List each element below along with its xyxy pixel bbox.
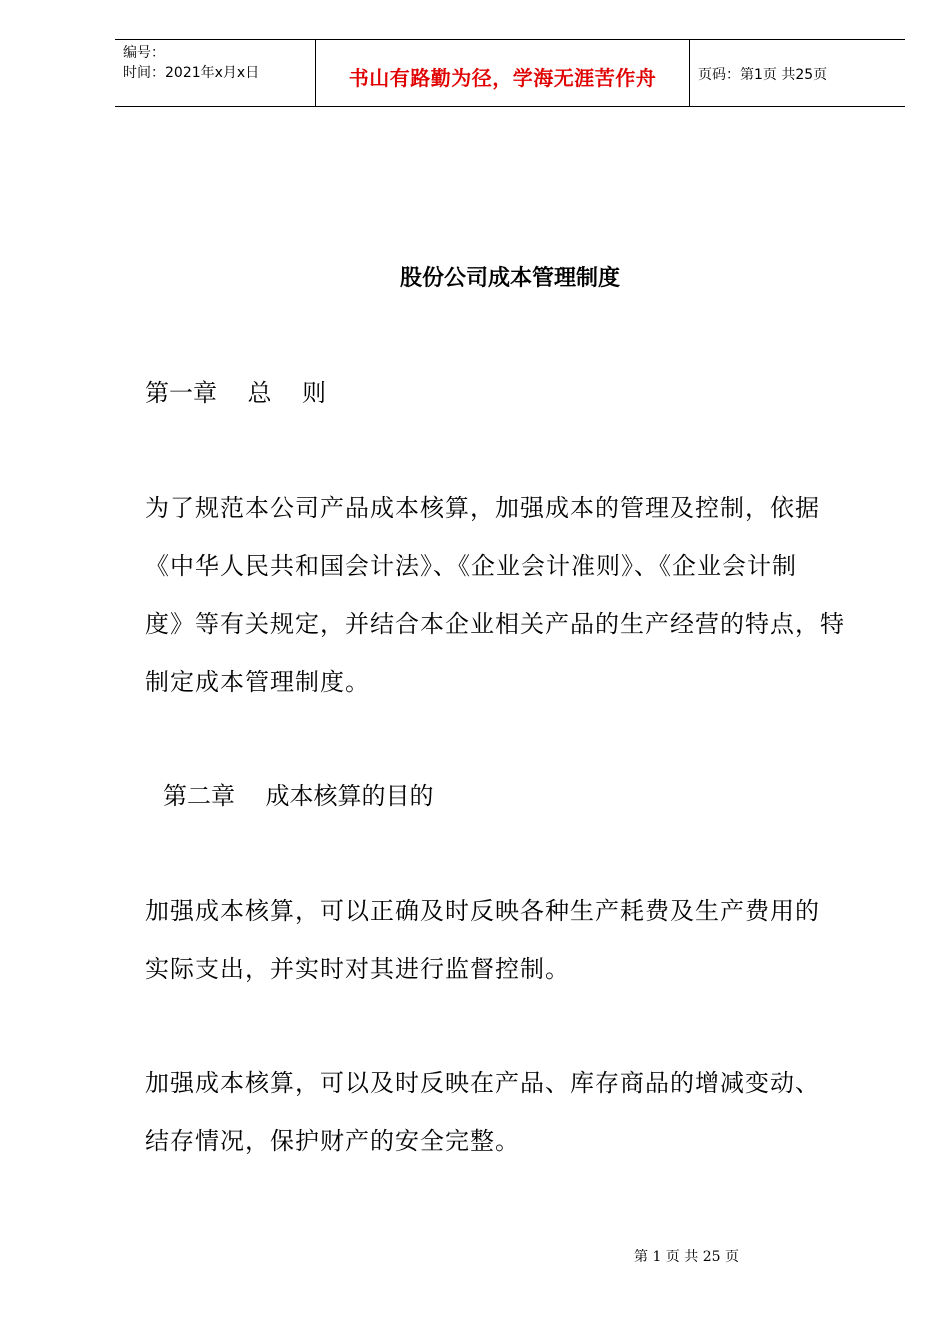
chapter-1-heading: 第一章 总 则	[145, 379, 327, 407]
page-footer: 第 1 页 共 25 页	[634, 1249, 739, 1265]
paragraph-line: 加强成本核算，可以正确及时反映各种生产耗费及生产费用的	[145, 897, 820, 925]
header-page-info: 页码：第1页 共25页	[698, 67, 828, 83]
paragraph-line: 结存情况，保护财产的安全完整。	[145, 1127, 520, 1155]
chapter-2-paragraph-2	[145, 1054, 865, 1170]
paragraph-line: 《中华人民共和国会计法》、《企业会计准则》、《企业会计制	[145, 552, 797, 580]
chapter-2-paragraph-1	[145, 882, 865, 998]
paragraph-line: 度》等有关规定，并结合本企业相关产品的生产经营的特点，特	[145, 610, 845, 638]
page-header	[115, 39, 905, 107]
chapter-2-heading: 第二章 成本核算的目的	[163, 782, 434, 810]
paragraph-line: 加强成本核算，可以及时反映在产品、库存商品的增减变动、	[145, 1069, 820, 1097]
paragraph-line: 制定成本管理制度。	[145, 668, 370, 696]
header-motto: 书山有路勤为径，学海无涯苦作舟	[316, 40, 690, 106]
document-time-label: 时间：2021年x月x日	[123, 65, 260, 81]
header-meta-cell	[115, 40, 316, 106]
paragraph-line: 为了规范本公司产品成本核算，加强成本的管理及控制，依据	[145, 494, 820, 522]
document-title: 股份公司成本管理制度	[399, 266, 620, 291]
document-number-label: 编号：	[123, 45, 165, 61]
chapter-1-paragraph	[145, 479, 865, 711]
paragraph-line: 实际支出，并实时对其进行监督控制。	[145, 955, 570, 983]
